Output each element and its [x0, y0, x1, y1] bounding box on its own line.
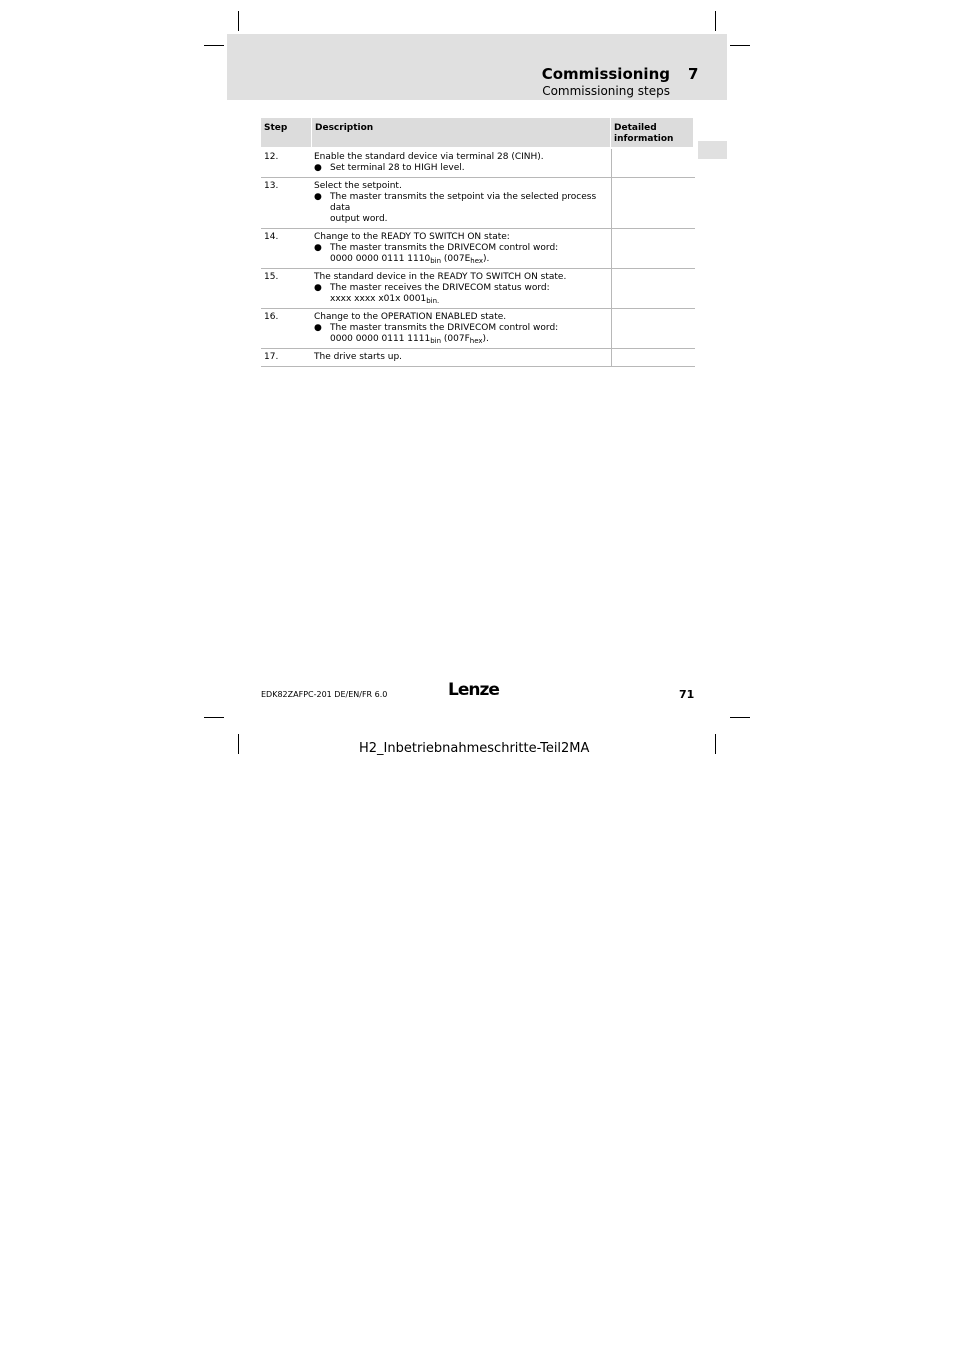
step-number: 17. — [264, 352, 279, 362]
crop-mark — [715, 11, 716, 31]
lenze-logo: Lenze — [448, 680, 499, 700]
crop-mark — [730, 45, 750, 46]
table-row — [261, 309, 695, 349]
bullet-item: ● The master transmits the setpoint via the selected process data output word. — [314, 192, 597, 224]
crop-mark — [204, 717, 224, 718]
control-word: 0000 0000 0111 1110 — [330, 254, 431, 264]
chapter-title: Commissioning — [541, 65, 670, 83]
control-word: 0000 0000 0111 1111 — [330, 334, 431, 344]
step-description: Enable the standard device via terminal 28 (CINH). — [314, 152, 544, 162]
bullet-item: ● The master transmits the DRIVECOM control word: 0000 0000 0111 $1111_{bin}$ $(007F_{hex})$. — [314, 323, 559, 345]
file-label: H2_Inbetriebnahmeschritte-Teil2MA — [359, 741, 590, 756]
step-description: The drive starts up. — [314, 352, 403, 362]
crop-mark — [730, 717, 750, 718]
status-word: xxxx xxxx x01x 0001 — [330, 294, 427, 304]
crop-mark — [204, 45, 224, 46]
table-row — [261, 349, 695, 367]
crop-mark — [238, 11, 239, 31]
step-number: 14. — [264, 232, 279, 242]
steps-table — [261, 118, 695, 367]
table-row — [261, 178, 695, 229]
step-number: 13. — [264, 181, 279, 191]
table-row — [261, 147, 695, 178]
table-row — [261, 229, 695, 269]
step-description: Change to the READY TO SWITCH ON state: — [314, 232, 510, 242]
bullet-item: ● The master receives the DRIVECOM status word: xxxx xxxx x01x $0001_{bin.}$ — [314, 283, 550, 305]
crop-mark — [238, 734, 239, 754]
table-header — [261, 118, 695, 147]
chapter-side-tab — [698, 141, 727, 159]
table-row — [261, 269, 695, 309]
step-number: 12. — [264, 152, 279, 162]
step-number: 15. — [264, 272, 279, 282]
column-header-description: Description — [312, 118, 610, 147]
crop-mark — [715, 734, 716, 754]
step-number: 16. — [264, 312, 279, 322]
column-header-detailed-information: Detailed information — [611, 118, 693, 147]
column-header-step: Step — [261, 118, 311, 147]
document-code: EDK82ZAFPC-201 DE/EN/FR 6.0 — [261, 690, 388, 699]
step-description: Change to the OPERATION ENABLED state. — [314, 312, 507, 322]
bullet-item: ● The master transmits the DRIVECOM control word: 0000 0000 0111 $1110_{bin}$ $(007E_{hex})$. — [314, 243, 559, 265]
step-description: The standard device in the READY TO SWITCH ON state. — [314, 272, 567, 282]
step-description: Select the setpoint. — [314, 181, 402, 191]
chapter-number: 7 — [688, 65, 699, 83]
page-number: 71 — [679, 688, 695, 701]
bullet-item: ● Set terminal 28 to HIGH level. — [314, 163, 465, 173]
chapter-subtitle: Commissioning steps — [542, 84, 670, 98]
